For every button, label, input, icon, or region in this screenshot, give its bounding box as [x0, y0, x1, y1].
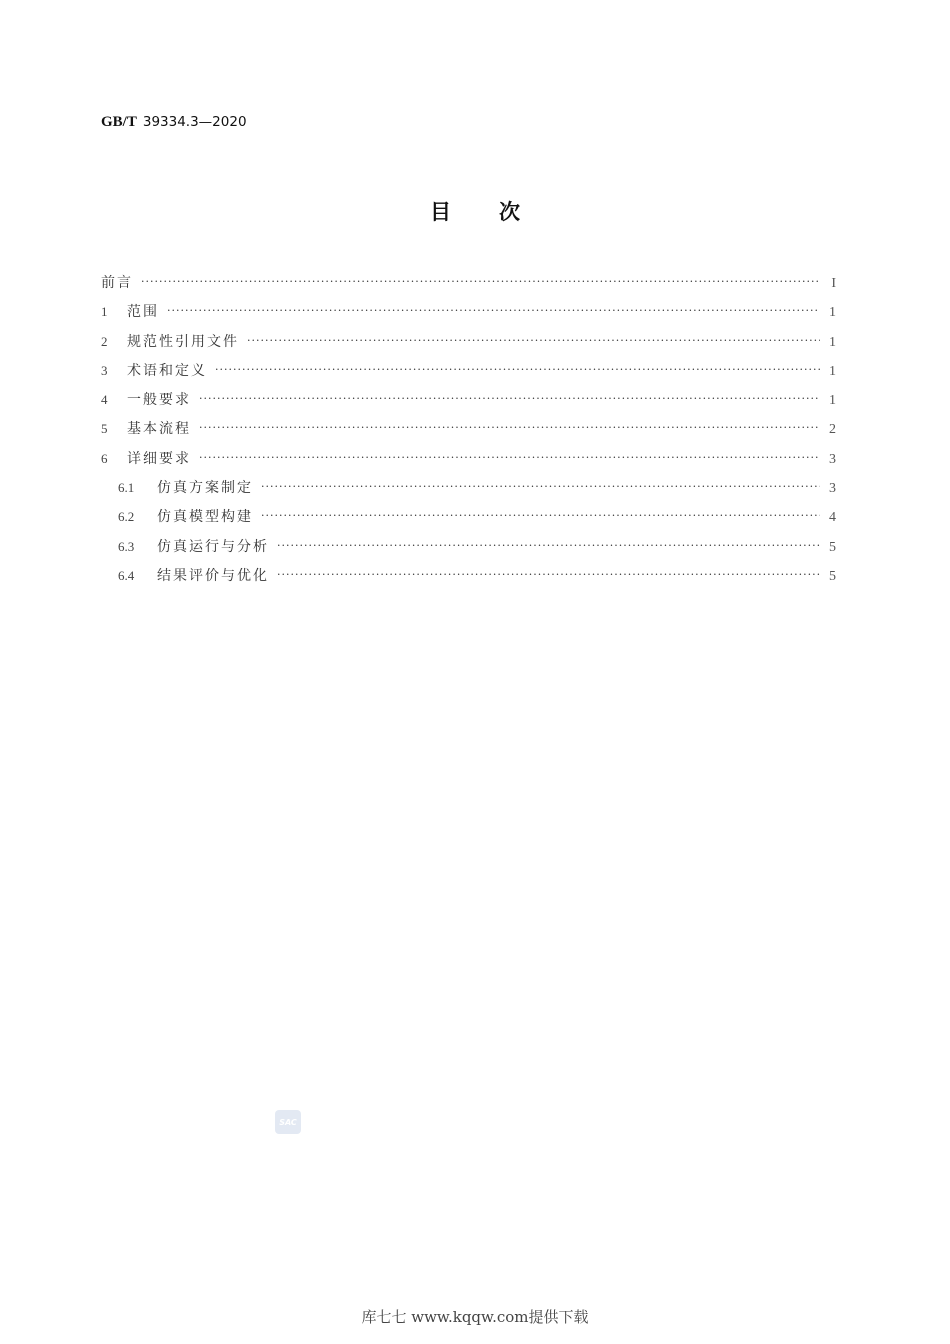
watermark-text: SAC	[279, 1117, 297, 1127]
toc-label: 一般要求	[127, 392, 191, 409]
toc-number: 3	[101, 362, 108, 378]
toc-number: 5	[101, 421, 108, 437]
footer-text: 库七七 www.kqqw.com提供下载	[361, 1308, 589, 1326]
toc-label: 仿真运行与分析	[157, 538, 269, 555]
dot-leader	[261, 480, 820, 493]
toc-label: 仿真模型构建	[157, 509, 253, 526]
toc-label: 规范性引用文件	[127, 333, 239, 350]
toc-number: 1	[101, 304, 108, 320]
toc-number: 6.2	[118, 509, 135, 525]
toc-number: 6.1	[118, 480, 135, 496]
sac-logo-icon	[275, 1110, 301, 1134]
toc-page: 5	[829, 539, 836, 555]
toc-page: 5	[829, 568, 836, 584]
toc-entry-foreword[interactable]	[101, 272, 836, 301]
dot-leader	[277, 568, 820, 581]
toc-page: 2	[829, 422, 836, 438]
toc-label: 仿真方案制定	[157, 480, 253, 497]
dot-leader	[277, 539, 820, 552]
dot-leader	[141, 275, 820, 288]
dot-leader	[247, 334, 820, 347]
title-char-1: 目	[430, 200, 451, 224]
dot-leader	[167, 304, 820, 317]
toc-label: 详细要求	[127, 450, 191, 467]
standard-number: 39334.3—2020	[142, 114, 247, 130]
toc-page: 3	[829, 451, 836, 467]
toc-entry-2[interactable]	[101, 331, 836, 360]
standard-prefix: GB/T	[101, 114, 137, 130]
toc-entry-5[interactable]	[101, 418, 836, 447]
dot-leader	[199, 392, 820, 405]
toc-page: 3	[829, 481, 836, 497]
toc-label: 结果评价与优化	[157, 567, 269, 584]
dot-leader	[199, 421, 820, 434]
toc-label: 前言	[101, 275, 133, 291]
toc-entry-6-2[interactable]	[101, 506, 836, 535]
toc-label: 术语和定义	[127, 362, 207, 379]
toc-page: 1	[829, 305, 836, 321]
toc-number: 6	[101, 450, 108, 466]
toc-page: 1	[829, 363, 836, 379]
toc-entry-6-1[interactable]	[101, 477, 836, 506]
toc-entry-6-4[interactable]	[101, 565, 836, 594]
toc-entry-6-3[interactable]	[101, 536, 836, 565]
toc-entry-4[interactable]	[101, 389, 836, 418]
table-of-contents	[101, 272, 836, 594]
toc-page: 1	[829, 334, 836, 350]
toc-page: 4	[829, 510, 836, 526]
toc-entry-3[interactable]	[101, 360, 836, 389]
toc-entry-1[interactable]	[101, 301, 836, 330]
dot-leader	[215, 363, 820, 376]
dot-leader	[199, 451, 820, 464]
standard-code	[101, 114, 247, 131]
toc-label: 范围	[127, 304, 159, 321]
toc-number: 6.3	[118, 538, 135, 554]
toc-page: 1	[829, 393, 836, 409]
toc-entry-6[interactable]	[101, 448, 836, 477]
toc-number: 6.4	[118, 567, 135, 583]
toc-number: 2	[101, 333, 108, 349]
page-title	[0, 196, 950, 226]
dot-leader	[261, 509, 820, 522]
title-char-2: 次	[499, 200, 520, 224]
toc-page: I	[831, 276, 836, 291]
toc-number: 4	[101, 392, 108, 408]
toc-label: 基本流程	[127, 421, 191, 438]
